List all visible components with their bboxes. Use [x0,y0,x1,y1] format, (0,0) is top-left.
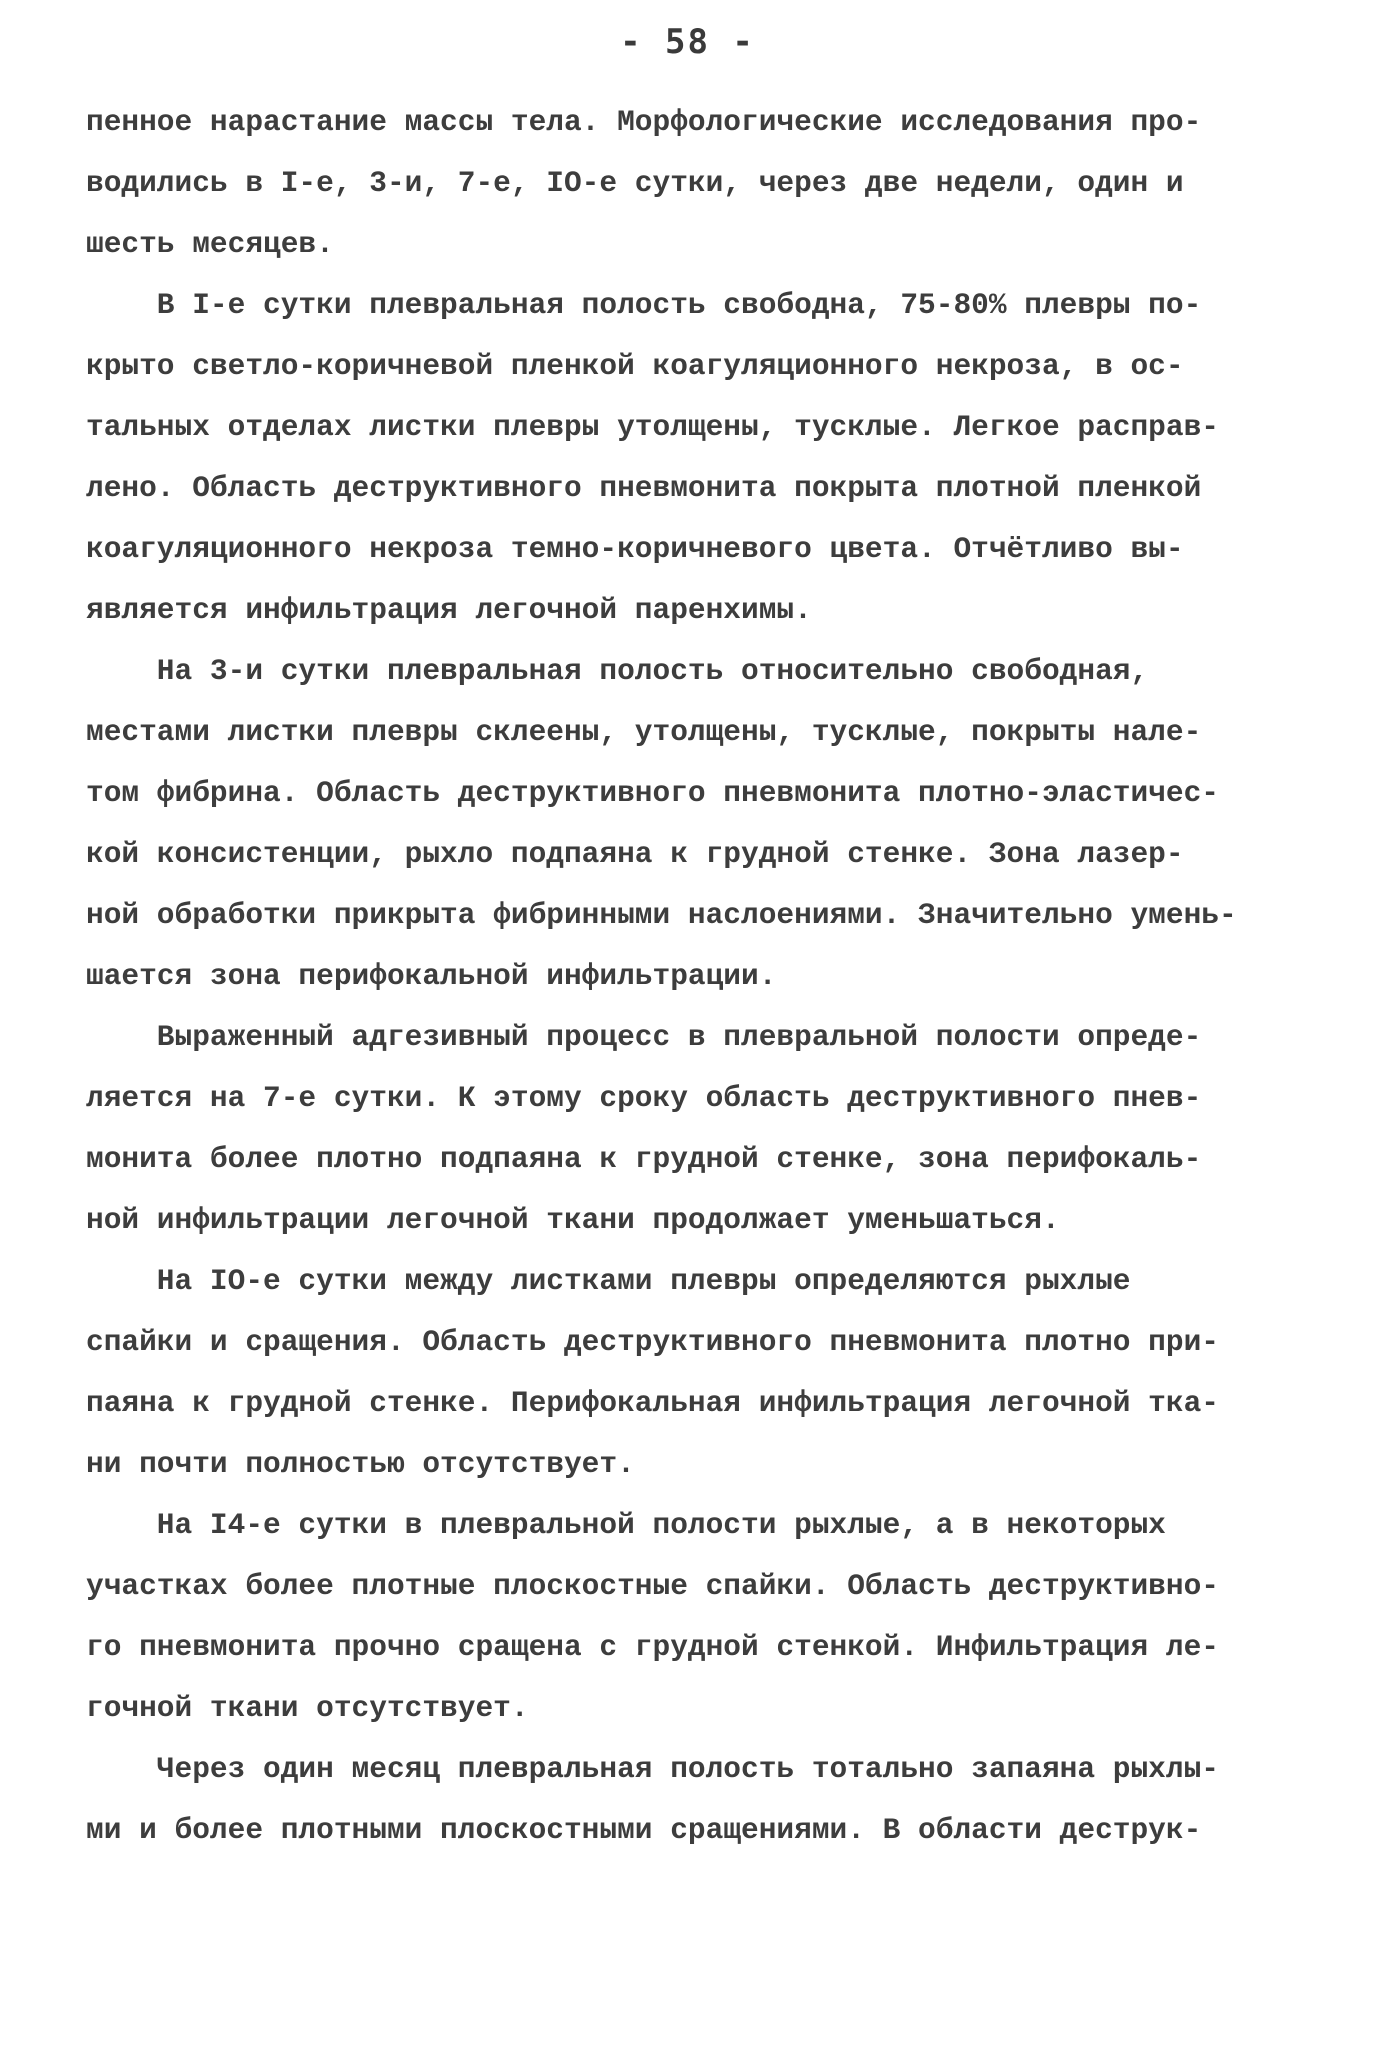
text-line: является инфильтрация легочной паренхимы. [86,593,812,627]
text-line: шается зона перифокальной инфильтрации. [86,959,777,993]
text-line: монита более плотно подпаяна к грудной стенке, зона перифокаль- [86,1142,1202,1176]
text-line: спайки и сращения. Область деструктивного пневмонита плотно при- [86,1325,1219,1359]
text-line: участках более плотные плоскостные спайки. Область деструктивно- [86,1569,1219,1603]
text-line: В I-е сутки плевральная полость свободна, 75-80% плевры по- [86,288,1202,322]
text-line: водились в I-е, 3-и, 7-е, IO-е сутки, через две недели, один и [86,166,1184,200]
body-text [86,92,1286,1861]
text-line: шесть месяцев. [86,227,334,261]
text-line: На I4-е сутки в плевральной полости рыхлые, а в некоторых [86,1508,1166,1542]
page-number: - 58 - [620,22,755,62]
text-line: кой консистенции, рыхло подпаяна к грудной стенке. Зона лазер- [86,837,1184,871]
text-line: местами листки плевры склеены, утолщены, тусклые, покрыты нале- [86,715,1202,749]
text-line: гочной ткани отсутствует. [86,1691,529,1725]
text-line: Через один месяц плевральная полость тотально запаяна рыхлы- [86,1752,1219,1786]
text-line: Выраженный адгезивный процесс в плевральной полости опреде- [86,1020,1202,1054]
text-line: ни почти полностью отсутствует. [86,1447,635,1481]
text-line: паяна к грудной стенке. Перифокальная инфильтрация легочной тка- [86,1386,1219,1420]
text-line: коагуляционного некроза темно-коричневого цвета. Отчётливо вы- [86,532,1184,566]
text-line: тальных отделах листки плевры утолщены, тусклые. Легкое расправ- [86,410,1219,444]
text-line: ной обработки прикрыта фибринными наслоениями. Значительно умень- [86,898,1237,932]
text-line: ми и более плотными плоскостными сращениями. В области деструк- [86,1813,1202,1847]
text-line: лено. Область деструктивного пневмонита покрыта плотной пленкой [86,471,1202,505]
text-line: На 3-и сутки плевральная полость относительно свободная, [86,654,1149,688]
text-line: ляется на 7-е сутки. К этому сроку область деструктивного пнев- [86,1081,1202,1115]
text-line: том фибрина. Область деструктивного пневмонита плотно-эластичес- [86,776,1219,810]
text-line: ной инфильтрации легочной ткани продолжает уменьшаться. [86,1203,1060,1237]
text-line: крыто светло-коричневой пленкой коагуляционного некроза, в ос- [86,349,1184,383]
text-line: го пневмонита прочно сращена с грудной стенкой. Инфильтрация ле- [86,1630,1219,1664]
text-line: пенное нарастание массы тела. Морфологические исследования про- [86,105,1202,139]
text-line: На IO-е сутки между листками плевры определяются рыхлые [86,1264,1131,1298]
